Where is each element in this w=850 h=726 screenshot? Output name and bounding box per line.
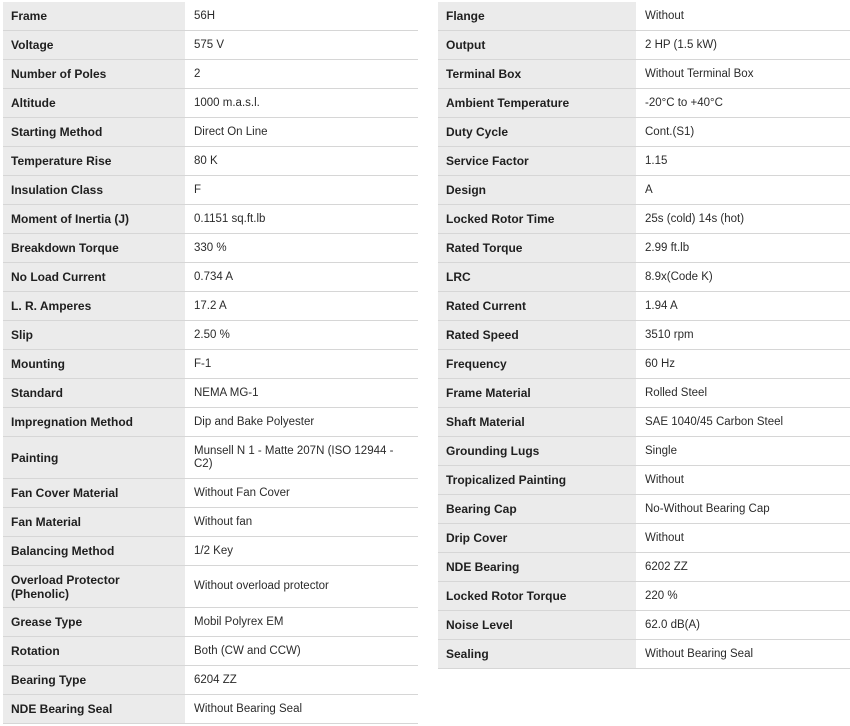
spec-value: No-Without Bearing Cap [645, 502, 770, 515]
spec-value: 330 % [194, 241, 227, 254]
spec-value: 60 Hz [645, 357, 676, 370]
spec-value: 3510 rpm [645, 328, 694, 341]
spec-row-painting [3, 437, 418, 479]
spec-label: Rotation [3, 637, 185, 665]
spec-label: Slip [3, 321, 185, 349]
spec-label: Voltage [3, 31, 185, 59]
spec-value: SAE 1040/45 Carbon Steel [645, 415, 784, 428]
spec-row-rated-speed [438, 321, 850, 350]
spec-value: 2.50 % [194, 328, 230, 341]
spec-row-frame-material [438, 379, 850, 408]
spec-label: Standard [3, 379, 185, 407]
spec-label: Duty Cycle [438, 118, 636, 146]
spec-row-service-factor [438, 147, 850, 176]
spec-label: Bearing Type [3, 666, 185, 694]
spec-label: Painting [3, 437, 185, 478]
spec-row-flange [438, 2, 850, 31]
spec-value: Without Bearing Seal [194, 702, 303, 715]
spec-value: 56H [194, 9, 216, 22]
spec-row-rated-torque [438, 234, 850, 263]
spec-value: 1.15 [645, 154, 668, 167]
spec-value: 1000 m.a.s.l. [194, 96, 260, 109]
spec-value: Without Fan Cover [194, 486, 290, 499]
spec-value: 2 [194, 67, 201, 80]
spec-label: Noise Level [438, 611, 636, 639]
spec-row-grease-type [3, 608, 418, 637]
spec-row-fan-cover-material [3, 479, 418, 508]
spec-row-sealing [438, 640, 850, 669]
spec-value: 2.99 ft.lb [645, 241, 690, 254]
spec-row-rated-current [438, 292, 850, 321]
spec-value: Dip and Bake Polyester [194, 415, 315, 428]
spec-value: Mobil Polyrex EM [194, 615, 284, 628]
spec-value: Without Bearing Seal [645, 647, 754, 660]
spec-row-standard [3, 379, 418, 408]
spec-value: NEMA MG-1 [194, 386, 259, 399]
spec-row-altitude [3, 89, 418, 118]
spec-row-nde-bearing [438, 553, 850, 582]
spec-value: Single [645, 444, 677, 457]
spec-label: Moment of Inertia (J) [3, 205, 185, 233]
spec-value: 220 % [645, 589, 678, 602]
left-spec-table [3, 2, 418, 724]
spec-label: Fan Cover Material [3, 479, 185, 507]
spec-row-noise-level [438, 611, 850, 640]
spec-label: LRC [438, 263, 636, 291]
spec-label: Balancing Method [3, 537, 185, 565]
spec-row-grounding-lugs [438, 437, 850, 466]
spec-row-balancing-method [3, 537, 418, 566]
spec-value: F-1 [194, 357, 212, 370]
spec-value: 2 HP (1.5 kW) [645, 38, 717, 51]
spec-label: Terminal Box [438, 60, 636, 88]
spec-row-shaft-material [438, 408, 850, 437]
right-spec-table [438, 2, 850, 669]
spec-label: Breakdown Torque [3, 234, 185, 262]
spec-label: Ambient Temperature [438, 89, 636, 117]
spec-label: Shaft Material [438, 408, 636, 436]
spec-value: Cont.(S1) [645, 125, 695, 138]
spec-label: Mounting [3, 350, 185, 378]
spec-value: Without Terminal Box [645, 67, 754, 80]
spec-row-bearing-type [3, 666, 418, 695]
spec-label: Impregnation Method [3, 408, 185, 436]
spec-row-temperature-rise [3, 147, 418, 176]
spec-row-nde-bearing-seal [3, 695, 418, 724]
spec-row-frame [3, 2, 418, 31]
spec-row-rotation [3, 637, 418, 666]
spec-label: Design [438, 176, 636, 204]
spec-label: Drip Cover [438, 524, 636, 552]
spec-row-tropicalized-painting [438, 466, 850, 495]
spec-label: Starting Method [3, 118, 185, 146]
spec-value: 1/2 Key [194, 544, 233, 557]
spec-value: -20°C to +40°C [645, 96, 723, 109]
spec-value: Rolled Steel [645, 386, 708, 399]
spec-value: 6202 ZZ [645, 560, 688, 573]
spec-row-starting-method [3, 118, 418, 147]
spec-value: 0.734 A [194, 270, 234, 283]
spec-row-voltage [3, 31, 418, 60]
spec-row-terminal-box [438, 60, 850, 89]
spec-row-insulation-class [3, 176, 418, 205]
spec-value: 17.2 A [194, 299, 227, 312]
spec-row-frequency [438, 350, 850, 379]
spec-value: 0.1151 sq.ft.lb [194, 212, 266, 225]
spec-row-mounting [3, 350, 418, 379]
spec-label: Locked Rotor Torque [438, 582, 636, 610]
spec-value: 575 V [194, 38, 225, 51]
spec-row-moment-of-inertia-j [3, 205, 418, 234]
spec-value: Direct On Line [194, 125, 268, 138]
spec-row-slip [3, 321, 418, 350]
spec-row-locked-rotor-time [438, 205, 850, 234]
spec-value: Without [645, 9, 684, 22]
spec-label: Frame Material [438, 379, 636, 407]
spec-row-lrc [438, 263, 850, 292]
spec-value: 25s (cold) 14s (hot) [645, 212, 745, 225]
spec-row-duty-cycle [438, 118, 850, 147]
spec-value: 80 K [194, 154, 218, 167]
spec-value: Without [645, 473, 684, 486]
spec-row-l-r-amperes [3, 292, 418, 321]
spec-row-output [438, 31, 850, 60]
spec-value: 6204 ZZ [194, 673, 237, 686]
spec-label: Grounding Lugs [438, 437, 636, 465]
spec-row-bearing-cap [438, 495, 850, 524]
spec-value: Without [645, 531, 684, 544]
spec-row-drip-cover [438, 524, 850, 553]
spec-value: 62.0 dB(A) [645, 618, 700, 631]
spec-value: F [194, 183, 202, 196]
spec-label: Bearing Cap [438, 495, 636, 523]
spec-label: Service Factor [438, 147, 636, 175]
spec-row-overload-protector-phenolic [3, 566, 418, 608]
spec-label: Output [438, 31, 636, 59]
spec-row-locked-rotor-torque [438, 582, 850, 611]
spec-label: L. R. Amperes [3, 292, 185, 320]
spec-row-breakdown-torque [3, 234, 418, 263]
spec-label: Overload Protector (Phenolic) [3, 566, 185, 607]
spec-label: No Load Current [3, 263, 185, 291]
spec-row-impregnation-method [3, 408, 418, 437]
spec-label: Grease Type [3, 608, 185, 636]
spec-label: Rated Current [438, 292, 636, 320]
spec-value: Without fan [194, 515, 253, 528]
spec-row-ambient-temperature [438, 89, 850, 118]
spec-label: Flange [438, 2, 636, 30]
spec-value: Munsell N 1 - Matte 207N (ISO 12944 - C2) [194, 444, 394, 470]
spec-label: Tropicalized Painting [438, 466, 636, 494]
spec-label: Rated Torque [438, 234, 636, 262]
spec-label: Sealing [438, 640, 636, 668]
spec-label: Frequency [438, 350, 636, 378]
spec-label: Locked Rotor Time [438, 205, 636, 233]
spec-label: Number of Poles [3, 60, 185, 88]
spec-value: Both (CW and CCW) [194, 644, 301, 657]
spec-value: 8.9x(Code K) [645, 270, 713, 283]
spec-label: NDE Bearing Seal [3, 695, 185, 723]
spec-label: Altitude [3, 89, 185, 117]
spec-label: Insulation Class [3, 176, 185, 204]
spec-value: Without overload protector [194, 580, 329, 592]
spec-value: A [645, 183, 653, 196]
spec-label: Temperature Rise [3, 147, 185, 175]
spec-label: Frame [3, 2, 185, 30]
spec-label: Rated Speed [438, 321, 636, 349]
spec-row-number-of-poles [3, 60, 418, 89]
spec-row-no-load-current [3, 263, 418, 292]
spec-value: 1.94 A [645, 299, 678, 312]
spec-row-design [438, 176, 850, 205]
spec-label: Fan Material [3, 508, 185, 536]
spec-label: NDE Bearing [438, 553, 636, 581]
spec-row-fan-material [3, 508, 418, 537]
